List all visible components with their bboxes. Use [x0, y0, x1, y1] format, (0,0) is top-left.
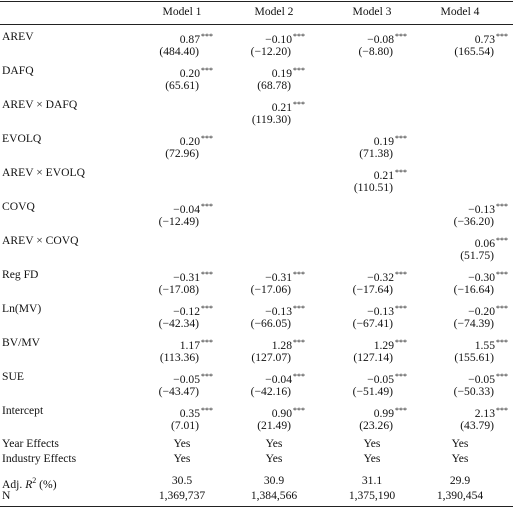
coefficient-value: −0.10: [265, 33, 292, 46]
t-statistic-cell: (23.26): [359, 419, 393, 432]
significance-stars: ***: [395, 168, 407, 177]
significance-stars: ***: [201, 338, 213, 347]
coefficient-value: 1.29: [373, 339, 394, 352]
n-value: 1,369,737: [158, 489, 206, 502]
coefficient-value: −0.05: [468, 373, 495, 386]
row-label: AREV × EVOLQ: [2, 166, 85, 179]
column-header: Model 4: [440, 5, 480, 18]
t-statistic-cell: (21.49): [257, 419, 291, 432]
significance-stars: ***: [293, 270, 305, 279]
coefficient-value: −0.31: [265, 271, 292, 284]
significance-stars: ***: [201, 66, 213, 75]
coefficient-value: 0.19: [373, 135, 394, 148]
coefficient-value: −0.12: [173, 305, 200, 318]
t-statistic-cell: (165.54): [454, 45, 494, 58]
coefficient-value: −0.32: [367, 271, 394, 284]
coefficient-value: 0.19: [271, 67, 292, 80]
row-label: AREV: [2, 30, 34, 43]
coefficient-value: −0.08: [367, 33, 394, 46]
row-label: Ln(MV): [2, 302, 42, 315]
significance-stars: ***: [496, 372, 508, 381]
t-statistic-cell: (51.75): [460, 249, 494, 262]
n-value: 1,390,454: [436, 489, 484, 502]
row-label: BV/MV: [2, 336, 41, 349]
n-value: 1,375,190: [348, 489, 396, 502]
coefficient-value: −0.30: [468, 271, 495, 284]
t-statistic-cell: (−66.05): [250, 317, 291, 330]
t-statistic-cell: (−17.08): [158, 283, 199, 296]
significance-stars: ***: [496, 202, 508, 211]
t-statistic-cell: (−16.64): [453, 283, 494, 296]
adj-r2-value: 30.9: [263, 474, 285, 487]
significance-stars: ***: [293, 32, 305, 41]
t-statistic-cell: (65.61): [165, 79, 199, 92]
row-label: Reg FD: [2, 268, 39, 281]
effects-value: Yes: [363, 452, 381, 465]
significance-stars: ***: [201, 134, 213, 143]
coefficient-value: −0.05: [173, 373, 200, 386]
significance-stars: ***: [395, 134, 407, 143]
effects-value: Yes: [265, 452, 283, 465]
effects-value: Yes: [173, 452, 191, 465]
coefficient-value: 0.06: [474, 237, 495, 250]
coefficient-value: 1.28: [271, 339, 292, 352]
coefficient-value: 0.90: [271, 407, 292, 420]
significance-stars: ***: [293, 100, 305, 109]
t-statistic-cell: (119.30): [251, 113, 291, 126]
t-statistic-cell: (155.61): [454, 351, 494, 364]
coefficient-value: −0.31: [173, 271, 200, 284]
t-statistic-cell: (−51.49): [352, 385, 393, 398]
t-statistic-cell: (−8.80): [358, 45, 393, 58]
effects-value: Yes: [265, 437, 283, 450]
t-statistic-cell: (484.40): [159, 45, 199, 58]
significance-stars: ***: [496, 406, 508, 415]
t-statistic-cell: (−42.34): [158, 317, 199, 330]
column-header: Model 3: [352, 5, 392, 18]
row-label: DAFQ: [2, 64, 34, 77]
column-header: Model 1: [162, 5, 202, 18]
row-label: EVOLQ: [2, 132, 42, 145]
coefficient-value: −0.05: [367, 373, 394, 386]
significance-stars: ***: [201, 202, 213, 211]
effects-value: Yes: [451, 452, 469, 465]
significance-stars: ***: [293, 66, 305, 75]
adj-r2-value: 30.5: [171, 474, 193, 487]
t-statistic-cell: (71.38): [359, 147, 393, 160]
t-statistic-cell: (−67.41): [352, 317, 393, 330]
coefficient-value: −0.04: [265, 373, 292, 386]
effects-value: Yes: [451, 437, 469, 450]
t-statistic-cell: (72.96): [165, 147, 199, 160]
row-label: AREV × COVQ: [2, 234, 79, 247]
t-statistic-cell: (127.14): [353, 351, 393, 364]
coefficient-value: 2.13: [474, 407, 495, 420]
coefficient-value: −0.04: [173, 203, 200, 216]
t-statistic-cell: (−17.64): [352, 283, 393, 296]
t-statistic-cell: (−43.47): [158, 385, 199, 398]
significance-stars: ***: [395, 372, 407, 381]
significance-stars: ***: [496, 32, 508, 41]
t-statistic-cell: (−17.06): [250, 283, 291, 296]
t-statistic-cell: (127.07): [251, 351, 291, 364]
coefficient-value: 0.20: [179, 135, 200, 148]
row-label: COVQ: [2, 200, 35, 213]
coefficient-value: −0.13: [265, 305, 292, 318]
significance-stars: ***: [201, 32, 213, 41]
adj-r2-label-text: Adj.: [2, 477, 26, 491]
adj-r2-variable: R: [25, 477, 33, 491]
significance-stars: ***: [201, 270, 213, 279]
t-statistic-cell: (−12.49): [158, 215, 199, 228]
significance-stars: ***: [496, 338, 508, 347]
coefficient-value: 0.73: [474, 33, 495, 46]
adj-r2-value: 31.1: [361, 474, 383, 487]
significance-stars: ***: [201, 304, 213, 313]
significance-stars: ***: [496, 236, 508, 245]
t-statistic-cell: (−42.16): [250, 385, 291, 398]
adj-r2-unit: (%): [36, 477, 57, 491]
coefficient-value: 0.99: [373, 407, 394, 420]
significance-stars: ***: [293, 304, 305, 313]
significance-stars: ***: [293, 406, 305, 415]
t-statistic-cell: (110.51): [353, 181, 393, 194]
significance-stars: ***: [293, 372, 305, 381]
coefficient-value: −0.20: [468, 305, 495, 318]
row-label: Intercept: [2, 404, 44, 417]
effects-value: Yes: [363, 437, 381, 450]
effects-label: Industry Effects: [2, 452, 77, 465]
coefficient-value: −0.13: [367, 305, 394, 318]
row-label: AREV × DAFQ: [2, 98, 78, 111]
t-statistic-cell: (−36.20): [453, 215, 494, 228]
t-statistic-cell: (−12.20): [250, 45, 291, 58]
effects-value: Yes: [173, 437, 191, 450]
effects-label: Year Effects: [2, 437, 59, 450]
column-header: Model 2: [254, 5, 294, 18]
adj-r2-superscript: 2: [32, 476, 37, 485]
coefficient-value: 0.20: [179, 67, 200, 80]
t-statistic-cell: (113.36): [159, 351, 199, 364]
coefficient-value: 1.55: [474, 339, 495, 352]
significance-stars: ***: [395, 270, 407, 279]
significance-stars: ***: [293, 338, 305, 347]
coefficient-value: 1.17: [179, 339, 200, 352]
adj-r2-value: 29.9: [449, 474, 471, 487]
table-bottom-rule: [0, 506, 513, 507]
significance-stars: ***: [395, 338, 407, 347]
significance-stars: ***: [395, 406, 407, 415]
row-label: SUE: [2, 370, 24, 383]
coefficient-value: 0.35: [179, 407, 200, 420]
coefficient-value: 0.21: [271, 101, 292, 114]
n-value: 1,384,566: [250, 489, 298, 502]
t-statistic-cell: (−50.33): [453, 385, 494, 398]
table-top-rule: [0, 1, 513, 2]
significance-stars: ***: [496, 270, 508, 279]
t-statistic-cell: (−74.39): [453, 317, 494, 330]
t-statistic-cell: (68.78): [257, 79, 291, 92]
t-statistic-cell: (7.01): [170, 419, 199, 432]
significance-stars: ***: [395, 304, 407, 313]
significance-stars: ***: [395, 32, 407, 41]
n-label: N: [2, 489, 11, 502]
significance-stars: ***: [201, 406, 213, 415]
coefficient-value: −0.13: [468, 203, 495, 216]
significance-stars: ***: [201, 372, 213, 381]
coefficient-value: 0.21: [373, 169, 394, 182]
coefficient-value: 0.87: [179, 33, 200, 46]
table-header-rule: [0, 24, 513, 25]
significance-stars: ***: [496, 304, 508, 313]
t-statistic-cell: (43.79): [460, 419, 494, 432]
